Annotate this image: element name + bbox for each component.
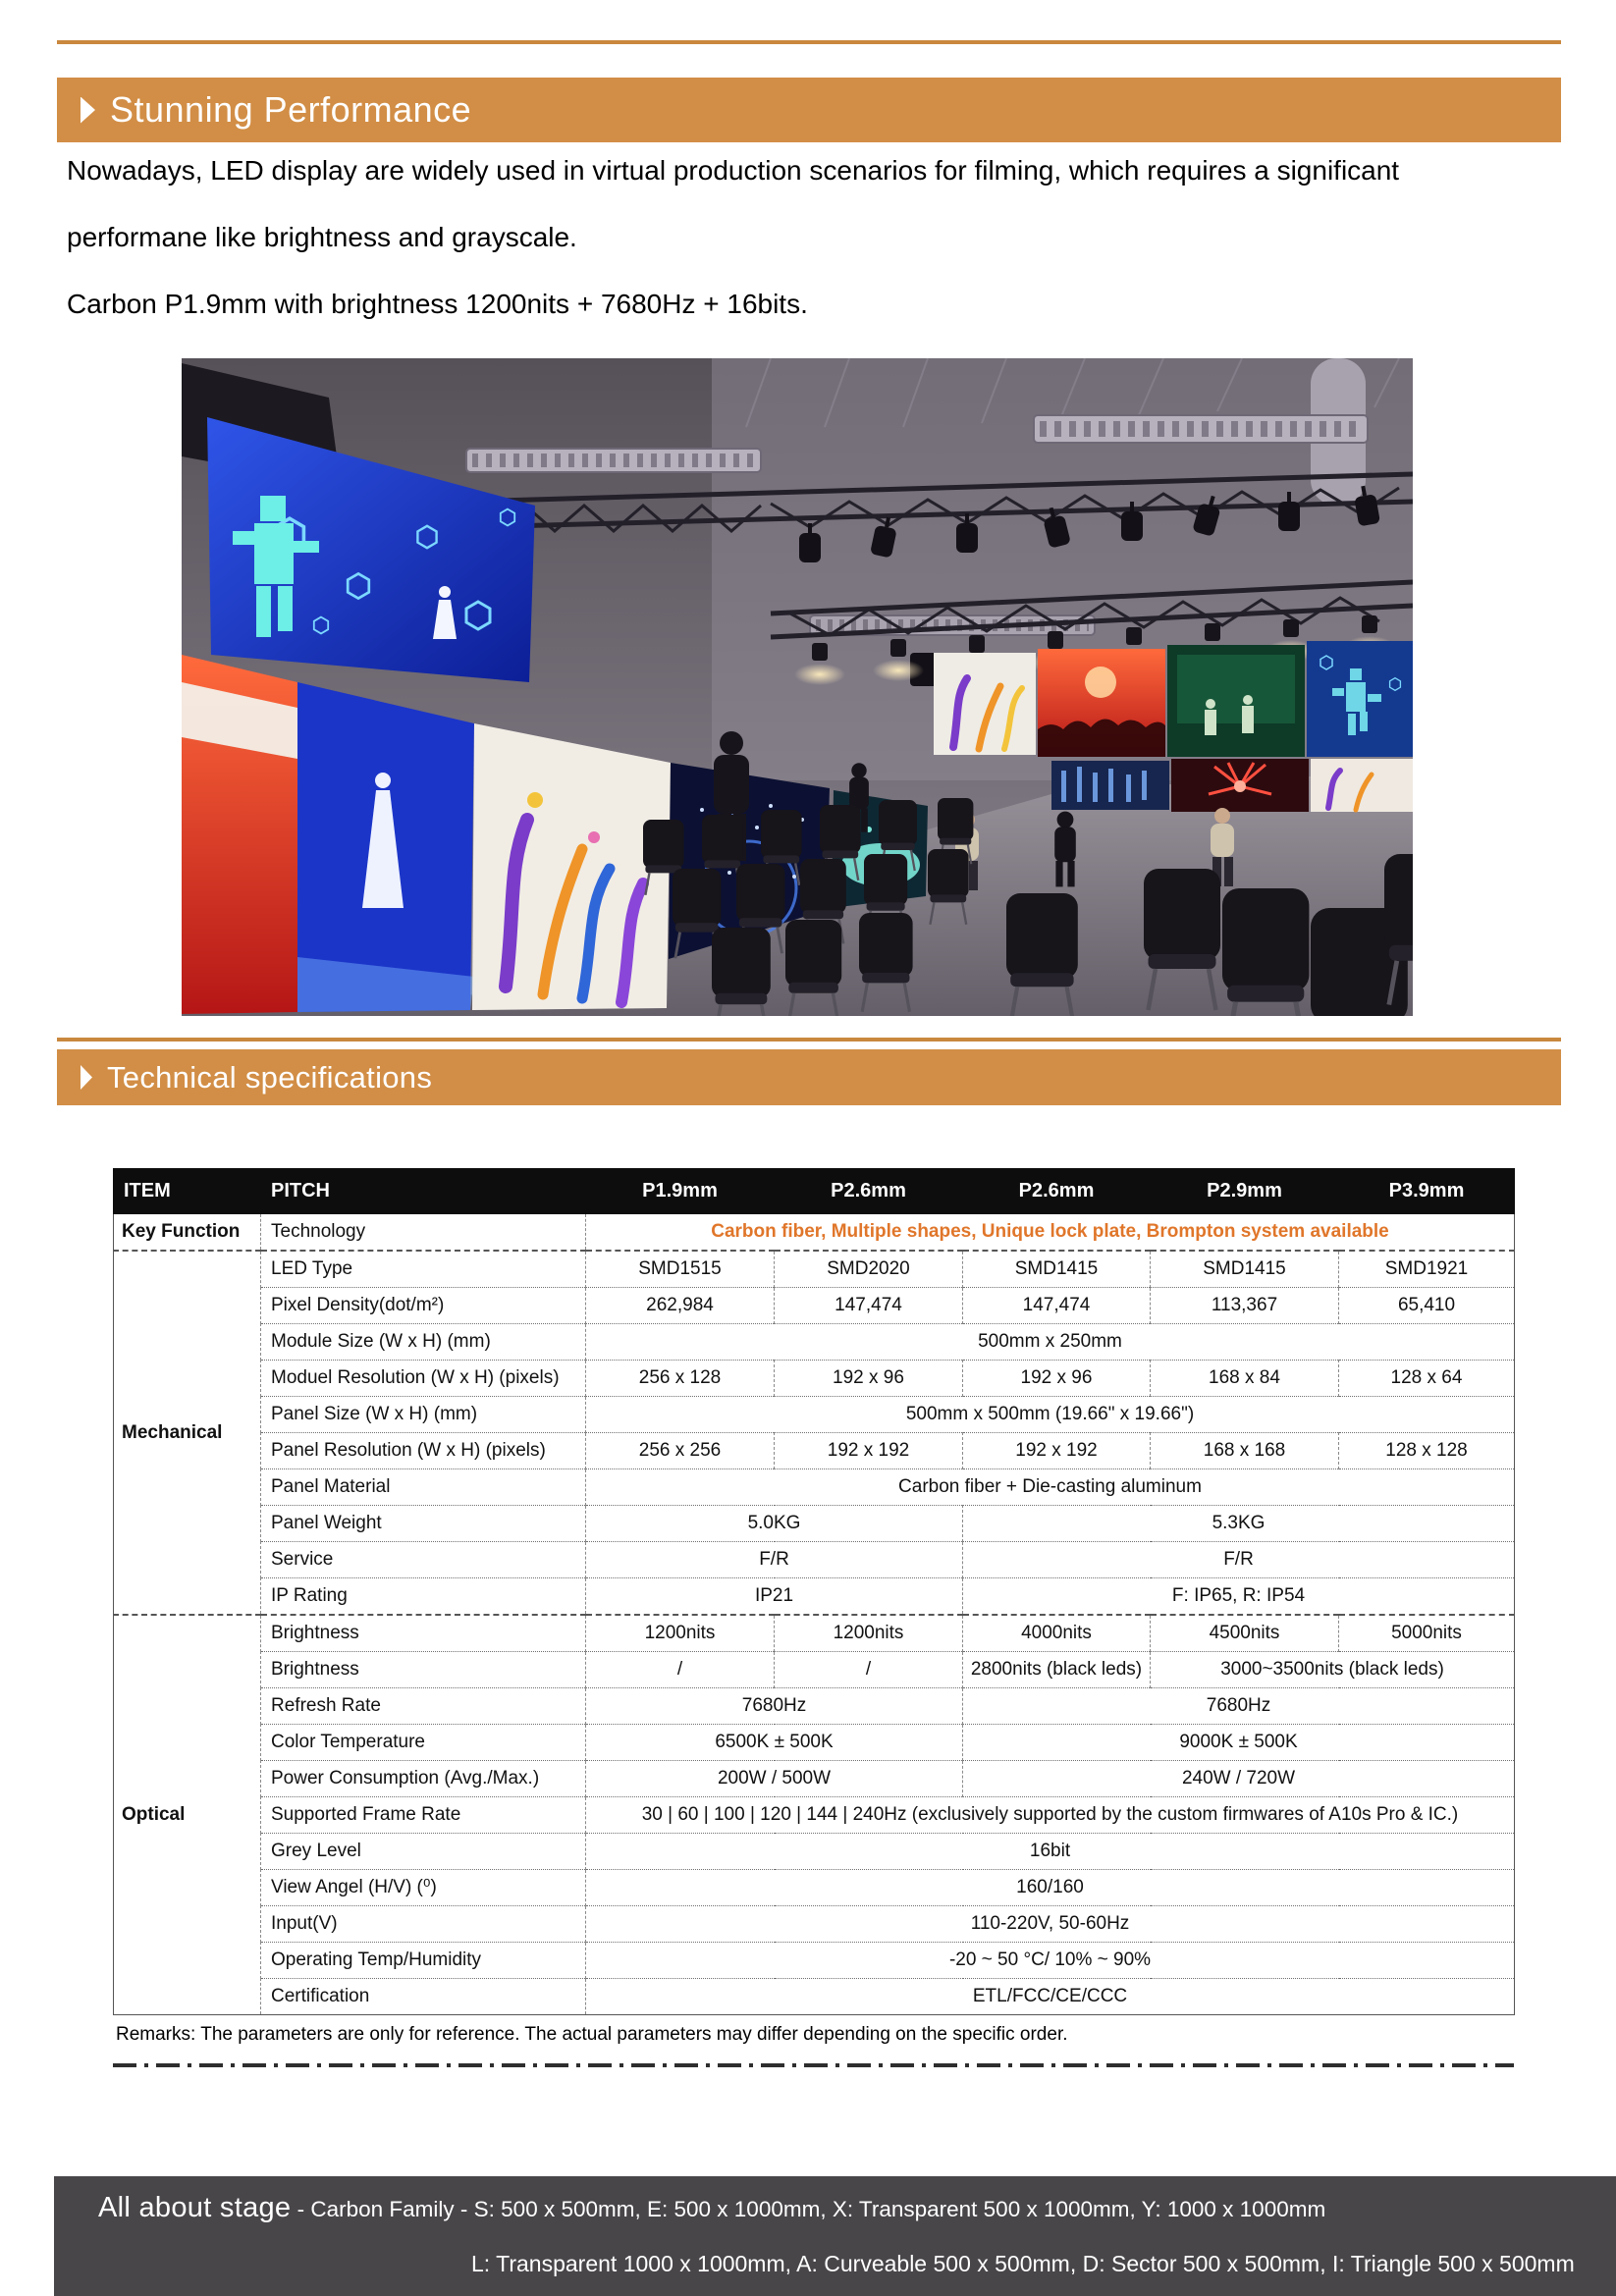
footer-line2: L: Transparent 1000 x 1000mm, A: Curveable 500 x 500mm, D: Sector 500 x 500mm, I: Triangle 500 x 500mm [471, 2251, 1575, 2276]
spec-value-cell: 240W / 720W [963, 1761, 1515, 1797]
column-header: ITEM [114, 1169, 261, 1214]
column-header: P2.9mm [1151, 1169, 1339, 1214]
column-header: P2.6mm [775, 1169, 963, 1214]
spec-label-cell: Panel Resolution (W x H) (pixels) [261, 1433, 586, 1469]
spec-value-cell: 1200nits [586, 1615, 775, 1652]
spec-label-cell: Color Temperature [261, 1725, 586, 1761]
spec-value-cell: 128 x 128 [1339, 1433, 1515, 1469]
footer-bar [54, 2176, 1616, 2296]
spec-value-cell: 65,410 [1339, 1288, 1515, 1324]
spec-label-cell: View Angel (H/V) (⁰) [261, 1870, 586, 1906]
spec-label-cell: Input(V) [261, 1906, 586, 1943]
spec-value-cell: 192 x 192 [775, 1433, 963, 1469]
spec-value-cell: 147,474 [775, 1288, 963, 1324]
spec-table [113, 1168, 1515, 2015]
spec-value-cell: 147,474 [963, 1288, 1151, 1324]
spec-value-cell: Carbon fiber + Die-casting aluminum [586, 1469, 1515, 1506]
spec-value-cell: 168 x 168 [1151, 1433, 1339, 1469]
accent-rule-middle [57, 1038, 1561, 1041]
spec-label-cell: Certification [261, 1979, 586, 2015]
spec-label-cell: Brightness [261, 1652, 586, 1688]
section-label-cell: Optical [114, 1615, 261, 2015]
spec-value-cell: 110-220V, 50-60Hz [586, 1906, 1515, 1943]
spec-value-cell: 256 x 128 [586, 1361, 775, 1397]
spec-label-cell: Operating Temp/Humidity [261, 1943, 586, 1979]
spec-value-cell: 256 x 256 [586, 1433, 775, 1469]
spec-value-cell: 9000K ± 500K [963, 1725, 1515, 1761]
spec-value-cell: 262,984 [586, 1288, 775, 1324]
spec-value-cell: 4500nits [1151, 1615, 1339, 1652]
spec-table-body [114, 1214, 1515, 2015]
intro-text-line3: Carbon P1.9mm with brightness 1200nits + 7680Hz + 16bits. [67, 289, 808, 319]
spec-value-cell: SMD1415 [1151, 1251, 1339, 1288]
spec-value-cell: ETL/FCC/CE/CCC [586, 1979, 1515, 2015]
spec-value-cell: F: IP65, R: IP54 [963, 1578, 1515, 1616]
spec-value-cell: F/R [963, 1542, 1515, 1578]
spec-value-cell: 160/160 [586, 1870, 1515, 1906]
spec-label-cell: Refresh Rate [261, 1688, 586, 1725]
spec-label-cell: Panel Size (W x H) (mm) [261, 1397, 586, 1433]
spec-value-cell: 16bit [586, 1834, 1515, 1870]
venue-photo [182, 358, 1413, 1016]
spec-value-cell: IP21 [586, 1578, 963, 1616]
spec-value-cell: / [586, 1652, 775, 1688]
spec-value-cell: 7680Hz [963, 1688, 1515, 1725]
dash-dot-divider [113, 2063, 1514, 2067]
spec-value-cell: / [775, 1652, 963, 1688]
column-header: P2.6mm [963, 1169, 1151, 1214]
column-header: P1.9mm [586, 1169, 775, 1214]
accent-rule-top [57, 40, 1561, 44]
section-label-cell: Mechanical [114, 1251, 261, 1615]
spec-table-head [114, 1169, 1515, 1214]
footer-line1 [98, 2192, 1325, 2224]
spec-value-cell: 192 x 192 [963, 1433, 1151, 1469]
spec-label-cell: Technology [261, 1214, 586, 1252]
spec-label-cell: Panel Material [261, 1469, 586, 1506]
spec-value-cell: SMD1415 [963, 1251, 1151, 1288]
spec-value-cell: 3000~3500nits (black leds) [1151, 1652, 1515, 1688]
spec-value-cell: 2800nits (black leds) [963, 1652, 1151, 1688]
spec-value-cell: Carbon fiber, Multiple shapes, Unique lock plate, Brompton system available [586, 1214, 1515, 1252]
spec-value-cell: 500mm x 250mm [586, 1324, 1515, 1361]
spec-value-cell: 113,367 [1151, 1288, 1339, 1324]
spec-value-cell: SMD1515 [586, 1251, 775, 1288]
spec-value-cell: SMD1921 [1339, 1251, 1515, 1288]
spec-value-cell: 30 | 60 | 100 | 120 | 144 | 240Hz (exclusively supported by the custom firmwares of A10s Pro & IC.) [586, 1797, 1515, 1834]
spec-label-cell: LED Type [261, 1251, 586, 1288]
section-label-cell: Key Function [114, 1214, 261, 1252]
spec-label-cell: Module Size (W x H) (mm) [261, 1324, 586, 1361]
spec-value-cell: 4000nits [963, 1615, 1151, 1652]
venue-photo-illustration [182, 358, 1413, 1016]
spec-value-cell: 168 x 84 [1151, 1361, 1339, 1397]
arrow-right-icon [81, 97, 95, 124]
spec-value-cell: 192 x 96 [775, 1361, 963, 1397]
spec-value-cell: SMD2020 [775, 1251, 963, 1288]
spec-label-cell: Power Consumption (Avg./Max.) [261, 1761, 586, 1797]
spec-value-cell: 1200nits [775, 1615, 963, 1652]
column-header: P3.9mm [1339, 1169, 1515, 1214]
arrow-right-icon [81, 1065, 92, 1090]
spec-value-cell: 500mm x 500mm (19.66" x 19.66") [586, 1397, 1515, 1433]
spec-label-cell: Brightness [261, 1615, 586, 1652]
spec-label-cell: Grey Level [261, 1834, 586, 1870]
spec-value-cell: 6500K ± 500K [586, 1725, 963, 1761]
section-title-performance: Stunning Performance [110, 89, 472, 130]
spec-value-cell: 5.0KG [586, 1506, 963, 1542]
spec-value-cell: 192 x 96 [963, 1361, 1151, 1397]
spec-value-cell: 7680Hz [586, 1688, 963, 1725]
section-banner-specs [57, 1049, 1561, 1105]
remarks-text: Remarks: The parameters are only for reference. The actual parameters may differ depending on the specific order. [116, 2024, 1068, 2045]
spec-label-cell: Pixel Density(dot/m²) [261, 1288, 586, 1324]
intro-text-line1: Nowadays, LED display are widely used in virtual production scenarios for filming, which requires a significant [67, 155, 1400, 186]
spec-label-cell: Service [261, 1542, 586, 1578]
section-title-specs: Technical specifications [107, 1059, 433, 1095]
spec-value-cell: 5.3KG [963, 1506, 1515, 1542]
column-header: PITCH [261, 1169, 586, 1214]
spec-value-cell: 128 x 64 [1339, 1361, 1515, 1397]
spec-value-cell: 200W / 500W [586, 1761, 963, 1797]
footer-family-list: - Carbon Family - S: 500 x 500mm, E: 500 x 1000mm, X: Transparent 500 x 1000mm, Y: 1000 x 1000mm [296, 2197, 1326, 2221]
spec-label-cell: Panel Weight [261, 1506, 586, 1542]
spec-value-cell: 5000nits [1339, 1615, 1515, 1652]
spec-label-cell: Moduel Resolution (W x H) (pixels) [261, 1361, 586, 1397]
spec-value-cell: -20 ~ 50 °C/ 10% ~ 90% [586, 1943, 1515, 1979]
spec-label-cell: IP Rating [261, 1578, 586, 1616]
footer-brand: All about stage [98, 2192, 292, 2223]
section-banner-performance [57, 78, 1561, 142]
spec-value-cell: F/R [586, 1542, 963, 1578]
spec-label-cell: Supported Frame Rate [261, 1797, 586, 1834]
intro-text-line2: performane like brightness and grayscale. [67, 222, 577, 252]
